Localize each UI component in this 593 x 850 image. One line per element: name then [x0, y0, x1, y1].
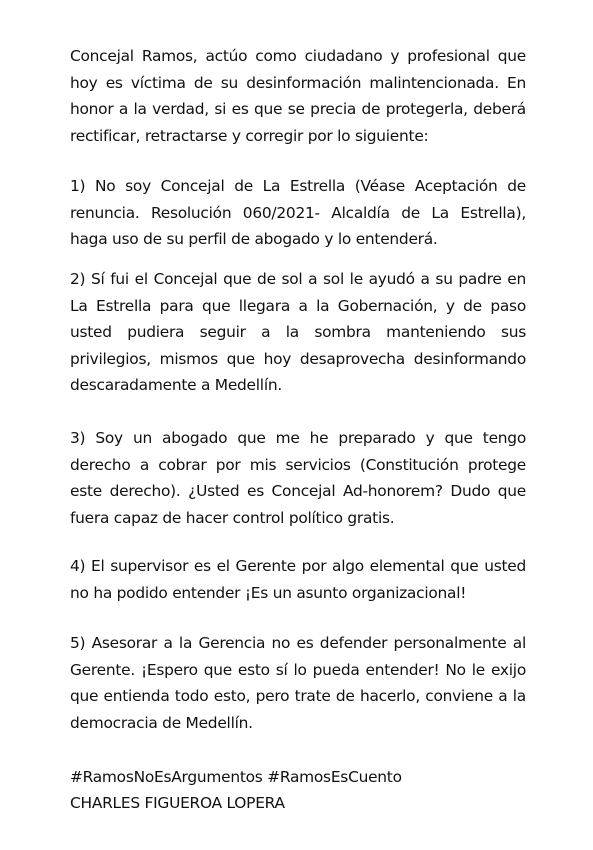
signature-line: CHARLES FIGUEROA LOPERA: [70, 794, 285, 812]
hashtags-line: #RamosNoEsArgumentos #RamosEsCuento: [70, 768, 402, 786]
point-5-paragraph: 5) Asesorar a la Gerencia no es defender personalmente al Gerente. ¡Espero que esto sí lo pueda entender! No le exijo que entienda todo esto, pero trate de hacerlo, conviene a la democracia de Medellín.: [70, 634, 526, 732]
point-1-paragraph: 1) No soy Concejal de La Estrella (Véase Aceptación de renuncia. Resolución 060/2021- Alcaldía de La Estrella), haga uso de su perfil de abogado y lo entenderá.: [70, 177, 526, 249]
point-4-paragraph: 4) El supervisor es el Gerente por algo elemental que usted no ha podido entender ¡Es un asunto organizacional!: [70, 557, 526, 602]
point-2-paragraph: 2) Sí fui el Concejal que de sol a sol le ayudó a su padre en La Estrella para que llegara a la Gobernación, y de paso usted pudiera seguir a la sombra manteniendo sus privilegios, mismos que hoy desaprovecha desinformando descaradamente a Medellín.: [70, 270, 526, 395]
point-3-paragraph: 3) Soy un abogado que me he preparado y que tengo derecho a cobrar por mis servicios (Constitución protege este derecho). ¿Usted es Concejal Ad-honorem? Dudo que fuera capaz de hacer control político gratis.: [70, 429, 526, 527]
intro-paragraph: Concejal Ramos, actúo como ciudadano y profesional que hoy es víctima de su desinformación malintencionada. En honor a la verdad, si es que se precia de protegerla, deberá rectificar, retractarse y corregir por lo siguiente:: [70, 47, 526, 145]
